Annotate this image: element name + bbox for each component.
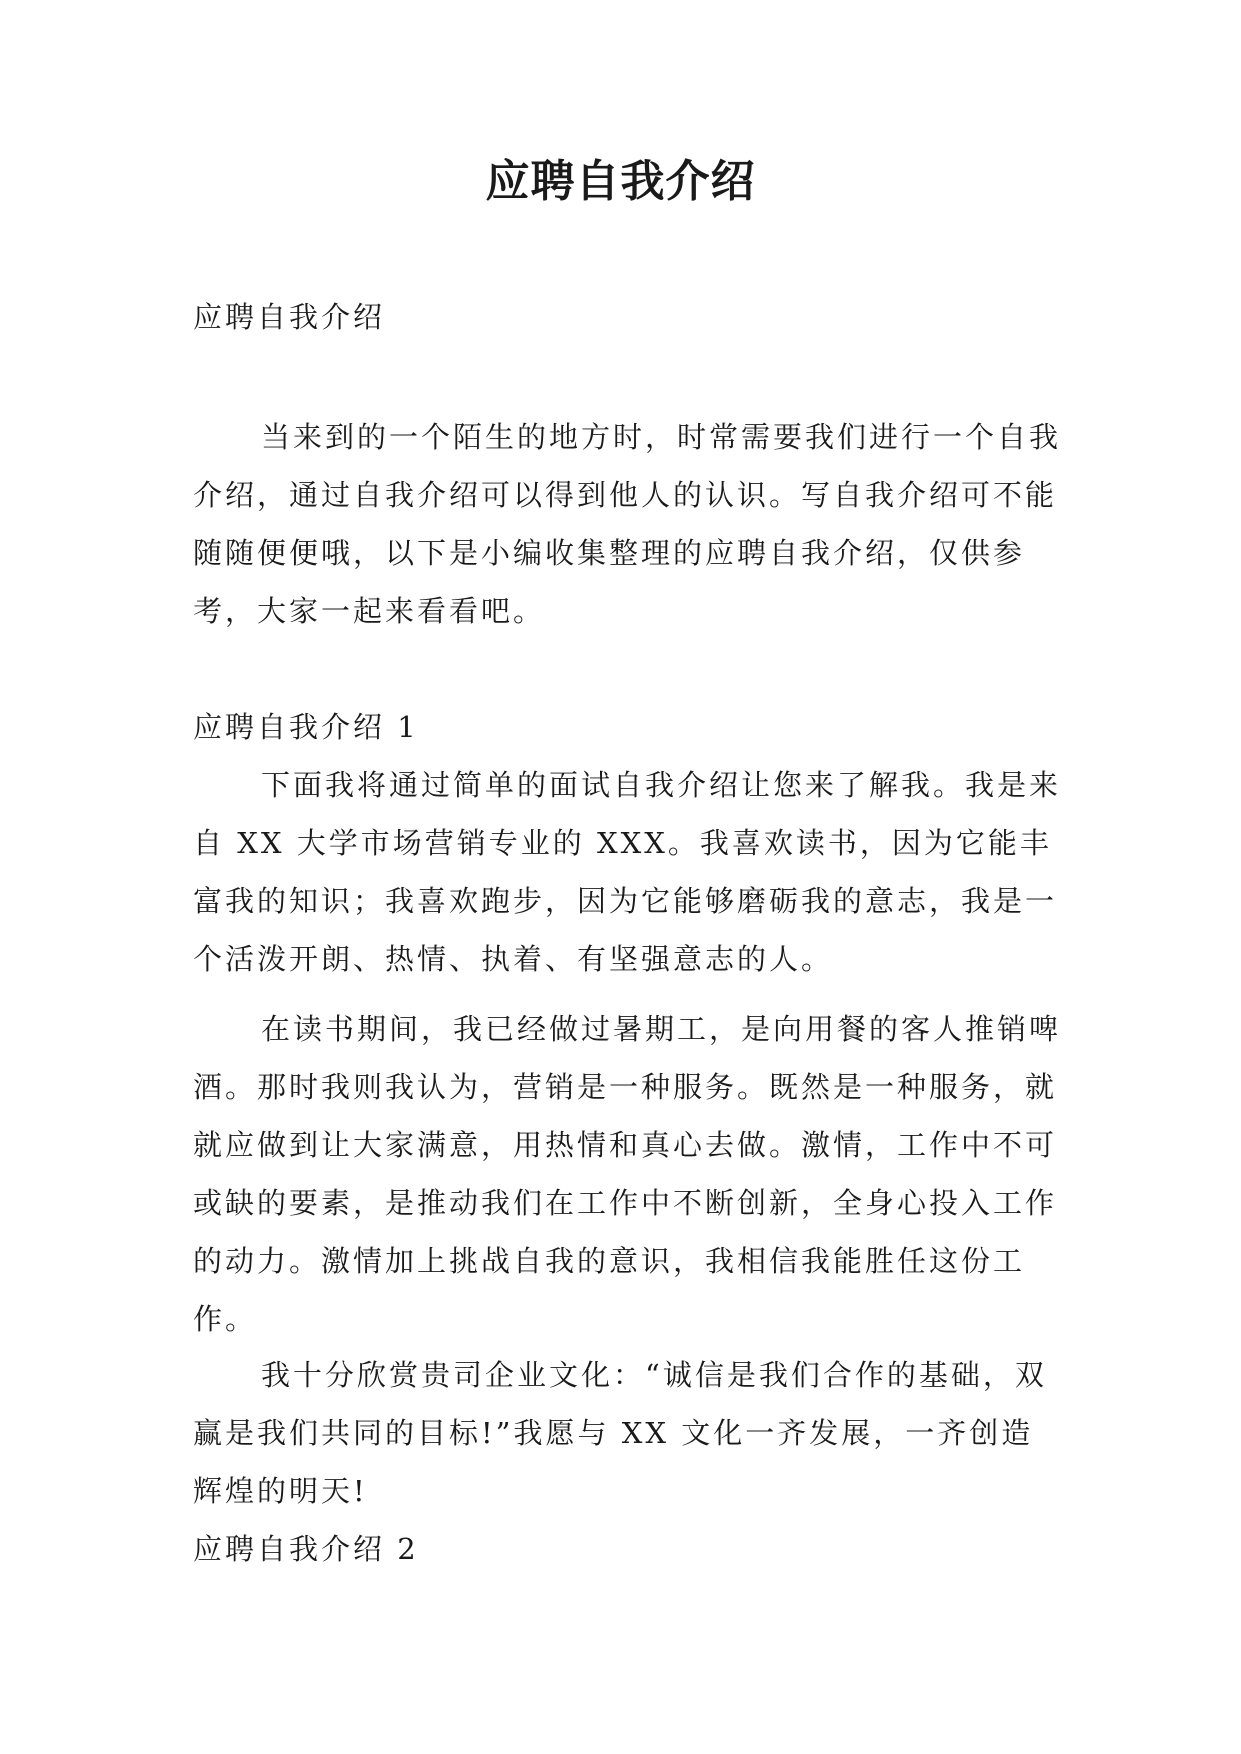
section-1-paragraph-1: 下面我将通过简单的面试自我介绍让您来了解我。我是来自 XX 大学市场营销专业的 XXX。我喜欢读书，因为它能丰富我的知识；我喜欢跑步，因为它能够磨砺我的意志，我是一个活泼开朗、热情、执着、有坚强意志的人。 bbox=[193, 768, 1062, 976]
section-heading-2: 应聘自我介绍 2 bbox=[193, 1532, 419, 1566]
document-subtitle: 应聘自我介绍 bbox=[193, 300, 386, 334]
section-1-paragraph-3: 我十分欣赏贵司企业文化：“诚信是我们合作的基础，双赢是我们共同的目标!”我愿与 XX 文化一齐发展，一齐创造辉煌的明天! bbox=[193, 1358, 1047, 1508]
section-1-paragraph-2: 在读书期间，我已经做过暑期工，是向用餐的客人推销啤酒。那时我则我认为，营销是一种服务。既然是一种服务，就就应做到让大家满意，用热情和真心去做。激情，工作中不可或缺的要素，是推动我们在工作中不断创新，全身心投入工作的动力。激情加上挑战自我的意识，我相信我能胜任这份工作。 bbox=[193, 1012, 1062, 1336]
document-title: 应聘自我介绍 bbox=[485, 156, 756, 207]
section-heading-1: 应聘自我介绍 1 bbox=[193, 710, 419, 744]
intro-paragraph: 当来到的一个陌生的地方时，时常需要我们进行一个自我介绍，通过自我介绍可以得到他人的认识。写自我介绍可不能随随便便哦，以下是小编收集整理的应聘自我介绍，仅供参考，大家一起来看看吧。 bbox=[193, 420, 1062, 628]
